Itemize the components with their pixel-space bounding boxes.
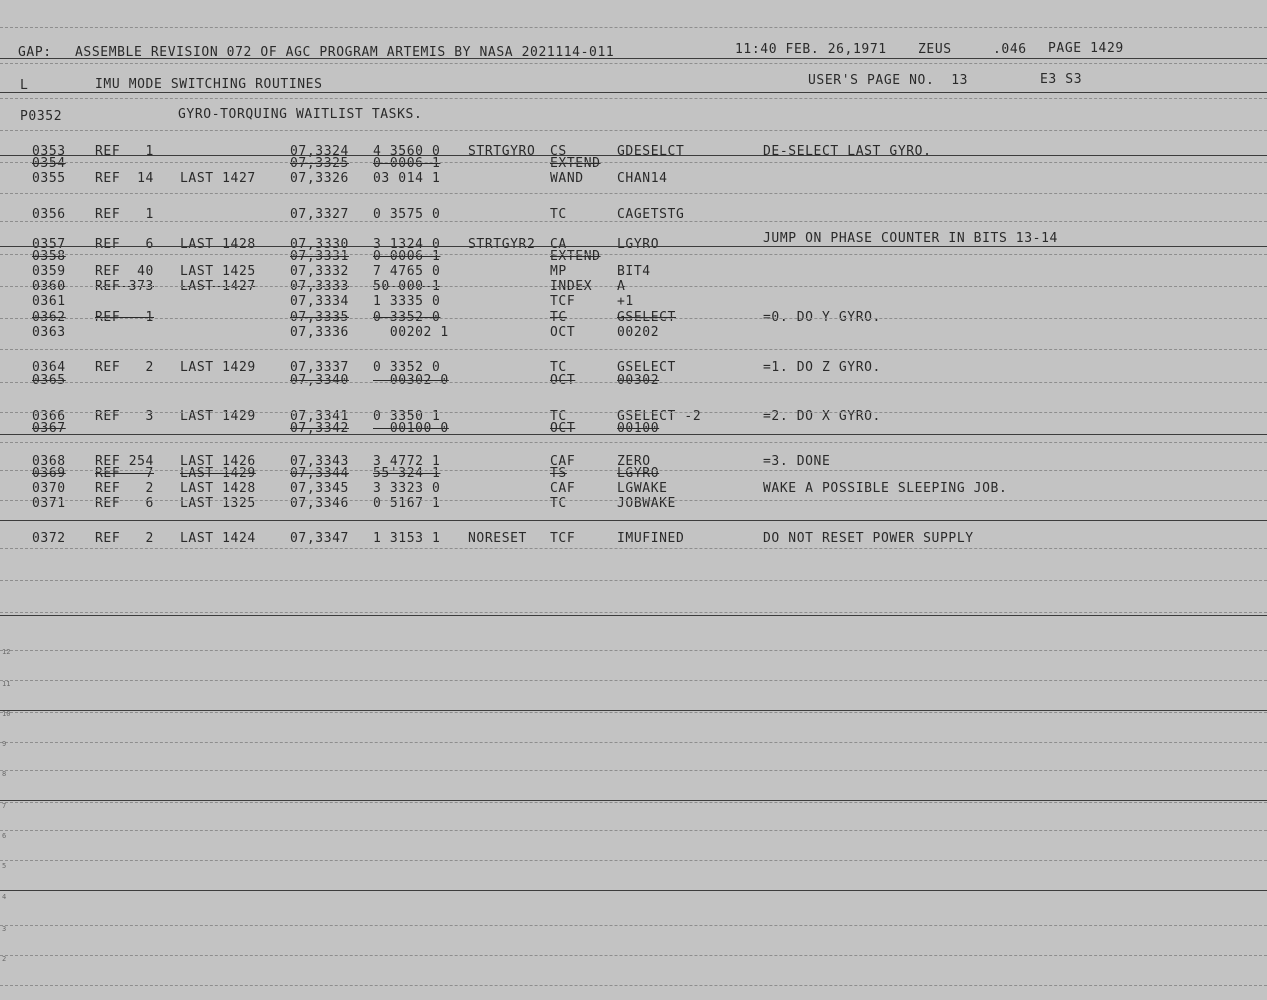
ruled-line <box>0 612 1267 613</box>
opcode: TCF <box>550 531 576 546</box>
header-code: .046 <box>993 42 1027 57</box>
ref-count: REF 7 <box>95 466 154 481</box>
ruled-line <box>0 650 1267 651</box>
last-ref: LAST 1429 <box>180 360 256 375</box>
operand: A <box>617 279 626 294</box>
opcode: CAF <box>550 454 576 469</box>
opcode: EXTEND <box>550 249 601 264</box>
operand: +1 <box>617 294 634 309</box>
ruled-line-dark <box>0 615 1267 616</box>
operand: ZERO <box>617 454 651 469</box>
ruled-line <box>0 162 1267 163</box>
opcode: CS <box>550 144 567 159</box>
opcode: CAF <box>550 481 576 496</box>
last-ref: LAST 1429 <box>180 409 256 424</box>
address: 07,3345 <box>290 481 349 496</box>
address: 07,3331 <box>290 249 349 264</box>
octal-word: 3 4772 1 <box>373 454 441 469</box>
line-number: 0366 <box>32 409 66 424</box>
comment: =2. DO X GYRO. <box>763 409 881 424</box>
ruled-line <box>0 925 1267 926</box>
margin-number: 11 <box>2 680 11 688</box>
comment: DO NOT RESET POWER SUPPLY <box>763 531 974 546</box>
ruled-line <box>0 742 1267 743</box>
line-number: 0359 <box>32 264 66 279</box>
last-ref: LAST 1427 <box>180 279 256 294</box>
station-code: E3 S3 <box>1040 72 1083 87</box>
last-ref: LAST 1428 <box>180 481 256 496</box>
margin-number: 10 <box>2 710 11 718</box>
ruled-line-dark <box>0 155 1267 156</box>
operand: LGYRO <box>617 466 660 481</box>
octal-word: 3 1324 0 <box>373 237 441 252</box>
label: NORESET <box>468 531 527 546</box>
last-ref: LAST 1429 <box>180 466 256 481</box>
operand: JOBWAKE <box>617 496 676 511</box>
label: STRTGYRO <box>468 144 536 159</box>
operand: CAGETSTG <box>617 207 685 222</box>
ref-count: REF 40 <box>95 264 154 279</box>
ruled-line-dark <box>0 246 1267 247</box>
margin-number: 3 <box>2 925 7 933</box>
ruled-line <box>0 63 1267 64</box>
last-ref: LAST 1424 <box>180 531 256 546</box>
section-title: IMU MODE SWITCHING ROUTINES <box>95 77 323 92</box>
line-number: 0364 <box>32 360 66 375</box>
operand: 00302 <box>617 373 660 388</box>
opcode: OCT <box>550 325 576 340</box>
address: 07,3327 <box>290 207 349 222</box>
octal-word: 0 0006 1 <box>373 156 441 171</box>
ref-count: REF 1 <box>95 207 154 222</box>
page-number: PAGE 1429 <box>1048 41 1124 56</box>
address: 07,3341 <box>290 409 349 424</box>
ruled-line-dark <box>0 92 1267 93</box>
last-ref: LAST 1425 <box>180 264 256 279</box>
address: 07,3337 <box>290 360 349 375</box>
octal-word: 50 000 1 <box>373 279 441 294</box>
ruled-line-dark <box>0 520 1267 521</box>
ref-count: REF 6 <box>95 237 154 252</box>
operand: 00100 <box>617 421 660 436</box>
ruled-line <box>0 286 1267 287</box>
line-number: 0368 <box>32 454 66 469</box>
comment: WAKE A POSSIBLE SLEEPING JOB. <box>763 481 1008 496</box>
line-number: 0370 <box>32 481 66 496</box>
address: 07,3332 <box>290 264 349 279</box>
line-number: 0362 <box>32 310 66 325</box>
line-number: 0363 <box>32 325 66 340</box>
opcode: CA <box>550 237 567 252</box>
line-number: 0358 <box>32 249 66 264</box>
operand: BIT4 <box>617 264 651 279</box>
proc-title: GYRO-TORQUING WAITLIST TASKS. <box>178 107 423 122</box>
address: 07,3344 <box>290 466 349 481</box>
line-number: 0361 <box>32 294 66 309</box>
address: 07,3324 <box>290 144 349 159</box>
operand: 00202 <box>617 325 660 340</box>
time-date: 11:40 FEB. 26,1971 <box>735 42 887 57</box>
ruled-line <box>0 412 1267 413</box>
address: 07,3346 <box>290 496 349 511</box>
opcode: INDEX <box>550 279 593 294</box>
octal-word: 1 3335 0 <box>373 294 441 309</box>
opcode: TC <box>550 207 567 222</box>
ruled-line <box>0 712 1267 713</box>
comment: JUMP ON PHASE COUNTER IN BITS 13-14 <box>763 231 1058 246</box>
octal-word: 0 0006 1 <box>373 249 441 264</box>
operand: LGYRO <box>617 237 660 252</box>
ref-count: REF 254 <box>95 454 154 469</box>
ref-count: REF 373 <box>95 279 154 294</box>
opcode: OCT <box>550 421 576 436</box>
ruled-line <box>0 254 1267 255</box>
ruled-line-dark <box>0 800 1267 801</box>
opcode: OCT <box>550 373 576 388</box>
margin-number: 4 <box>2 893 7 901</box>
address: 07,3333 <box>290 279 349 294</box>
ruled-line-dark <box>0 710 1267 711</box>
address: 07,3334 <box>290 294 349 309</box>
octal-word: 03 014 1 <box>373 171 441 186</box>
last-ref: LAST 1325 <box>180 496 256 511</box>
ruled-line-dark <box>0 58 1267 59</box>
ref-count: REF 1 <box>95 310 154 325</box>
line-number: 0372 <box>32 531 66 546</box>
ruled-line <box>0 680 1267 681</box>
opcode: TC <box>550 496 567 511</box>
ruled-line <box>0 860 1267 861</box>
assembly-title: ASSEMBLE REVISION 072 OF AGC PROGRAM ARTEMIS BY NASA 2021114-011 <box>75 45 615 60</box>
ref-count: REF 14 <box>95 171 154 186</box>
address: 07,3343 <box>290 454 349 469</box>
octal-word: 7 4765 0 <box>373 264 441 279</box>
margin-number: 6 <box>2 832 7 840</box>
operand: CHAN14 <box>617 171 668 186</box>
opcode: TC <box>550 360 567 375</box>
ruled-line <box>0 318 1267 319</box>
system-name: ZEUS <box>918 42 952 57</box>
ruled-line <box>0 830 1267 831</box>
ruled-line <box>0 98 1267 99</box>
octal-word: 55'324 1 <box>373 466 441 481</box>
margin-number: 8 <box>2 770 7 778</box>
address: 07,3326 <box>290 171 349 186</box>
label: STRTGYR2 <box>468 237 536 252</box>
ref-count: REF 6 <box>95 496 154 511</box>
octal-word: 00100 0 <box>373 421 449 436</box>
ref-count: REF 2 <box>95 481 154 496</box>
proc-line-number: P0352 <box>20 109 63 124</box>
address: 07,3335 <box>290 310 349 325</box>
octal-word: 00202 1 <box>373 325 449 340</box>
opcode: EXTEND <box>550 156 601 171</box>
ruled-line <box>0 985 1267 986</box>
ruled-line <box>0 500 1267 501</box>
octal-word: 4 3560 0 <box>373 144 441 159</box>
ruled-line <box>0 349 1267 350</box>
opcode: MP <box>550 264 567 279</box>
last-ref: LAST 1428 <box>180 237 256 252</box>
margin-number: 5 <box>2 862 7 870</box>
opcode: TC <box>550 310 567 325</box>
ruled-line-dark <box>0 890 1267 891</box>
line-number: 0371 <box>32 496 66 511</box>
margin-number: 2 <box>2 955 7 963</box>
ref-count: REF 2 <box>95 360 154 375</box>
line-number: 0356 <box>32 207 66 222</box>
ref-count: REF 2 <box>95 531 154 546</box>
ruled-line <box>0 770 1267 771</box>
ref-count: REF 3 <box>95 409 154 424</box>
opcode: WAND <box>550 171 584 186</box>
octal-word: 0 3350 1 <box>373 409 441 424</box>
ruled-line <box>0 442 1267 443</box>
operand: GSELECT <box>617 310 676 325</box>
ruled-line <box>0 548 1267 549</box>
operand: IMUFINED <box>617 531 685 546</box>
comment: DE-SELECT LAST GYRO. <box>763 144 932 159</box>
ruled-line <box>0 221 1267 222</box>
octal-word: 0 5167 1 <box>373 496 441 511</box>
line-number: 0355 <box>32 171 66 186</box>
line-number: 0357 <box>32 237 66 252</box>
octal-word: 3 3323 0 <box>373 481 441 496</box>
octal-word: 0 3575 0 <box>373 207 441 222</box>
operand: GSELECT -2 <box>617 409 702 424</box>
ruled-line <box>0 27 1267 28</box>
address: 07,3340 <box>290 373 349 388</box>
margin-number: 7 <box>2 802 7 810</box>
line-number: 0360 <box>32 279 66 294</box>
octal-word: 00302 0 <box>373 373 449 388</box>
margin-number: 9 <box>2 740 7 748</box>
address: 07,3336 <box>290 325 349 340</box>
listing-flag: L <box>20 78 29 93</box>
line-number: 0369 <box>32 466 66 481</box>
octal-word: 0 3352 0 <box>373 360 441 375</box>
opcode: TC <box>550 409 567 424</box>
ruled-line <box>0 802 1267 803</box>
last-ref: LAST 1426 <box>180 454 256 469</box>
line-number: 0365 <box>32 373 66 388</box>
ruled-line <box>0 955 1267 956</box>
operand: LGWAKE <box>617 481 668 496</box>
address: 07,3325 <box>290 156 349 171</box>
opcode: TS <box>550 466 567 481</box>
address: 07,3330 <box>290 237 349 252</box>
comment: =1. DO Z GYRO. <box>763 360 881 375</box>
address: 07,3342 <box>290 421 349 436</box>
ruled-line <box>0 130 1267 131</box>
ruled-line <box>0 470 1267 471</box>
line-number: 0354 <box>32 156 66 171</box>
octal-word: 0 3352 0 <box>373 310 441 325</box>
ruled-line-dark <box>0 434 1267 435</box>
users-page: USER'S PAGE NO. 13 <box>808 73 969 88</box>
operand: GDESELCT <box>617 144 685 159</box>
gap-label: GAP: <box>18 45 52 60</box>
comment: =3. DONE <box>763 454 831 469</box>
margin-number: 12 <box>2 648 11 656</box>
ruled-line <box>0 193 1267 194</box>
ruled-line <box>0 580 1267 581</box>
ref-count: REF 1 <box>95 144 154 159</box>
comment: =0. DO Y GYRO. <box>763 310 881 325</box>
line-number: 0353 <box>32 144 66 159</box>
opcode: TCF <box>550 294 576 309</box>
last-ref: LAST 1427 <box>180 171 256 186</box>
octal-word: 1 3153 1 <box>373 531 441 546</box>
address: 07,3347 <box>290 531 349 546</box>
line-number: 0367 <box>32 421 66 436</box>
operand: GSELECT <box>617 360 676 375</box>
ruled-line <box>0 382 1267 383</box>
